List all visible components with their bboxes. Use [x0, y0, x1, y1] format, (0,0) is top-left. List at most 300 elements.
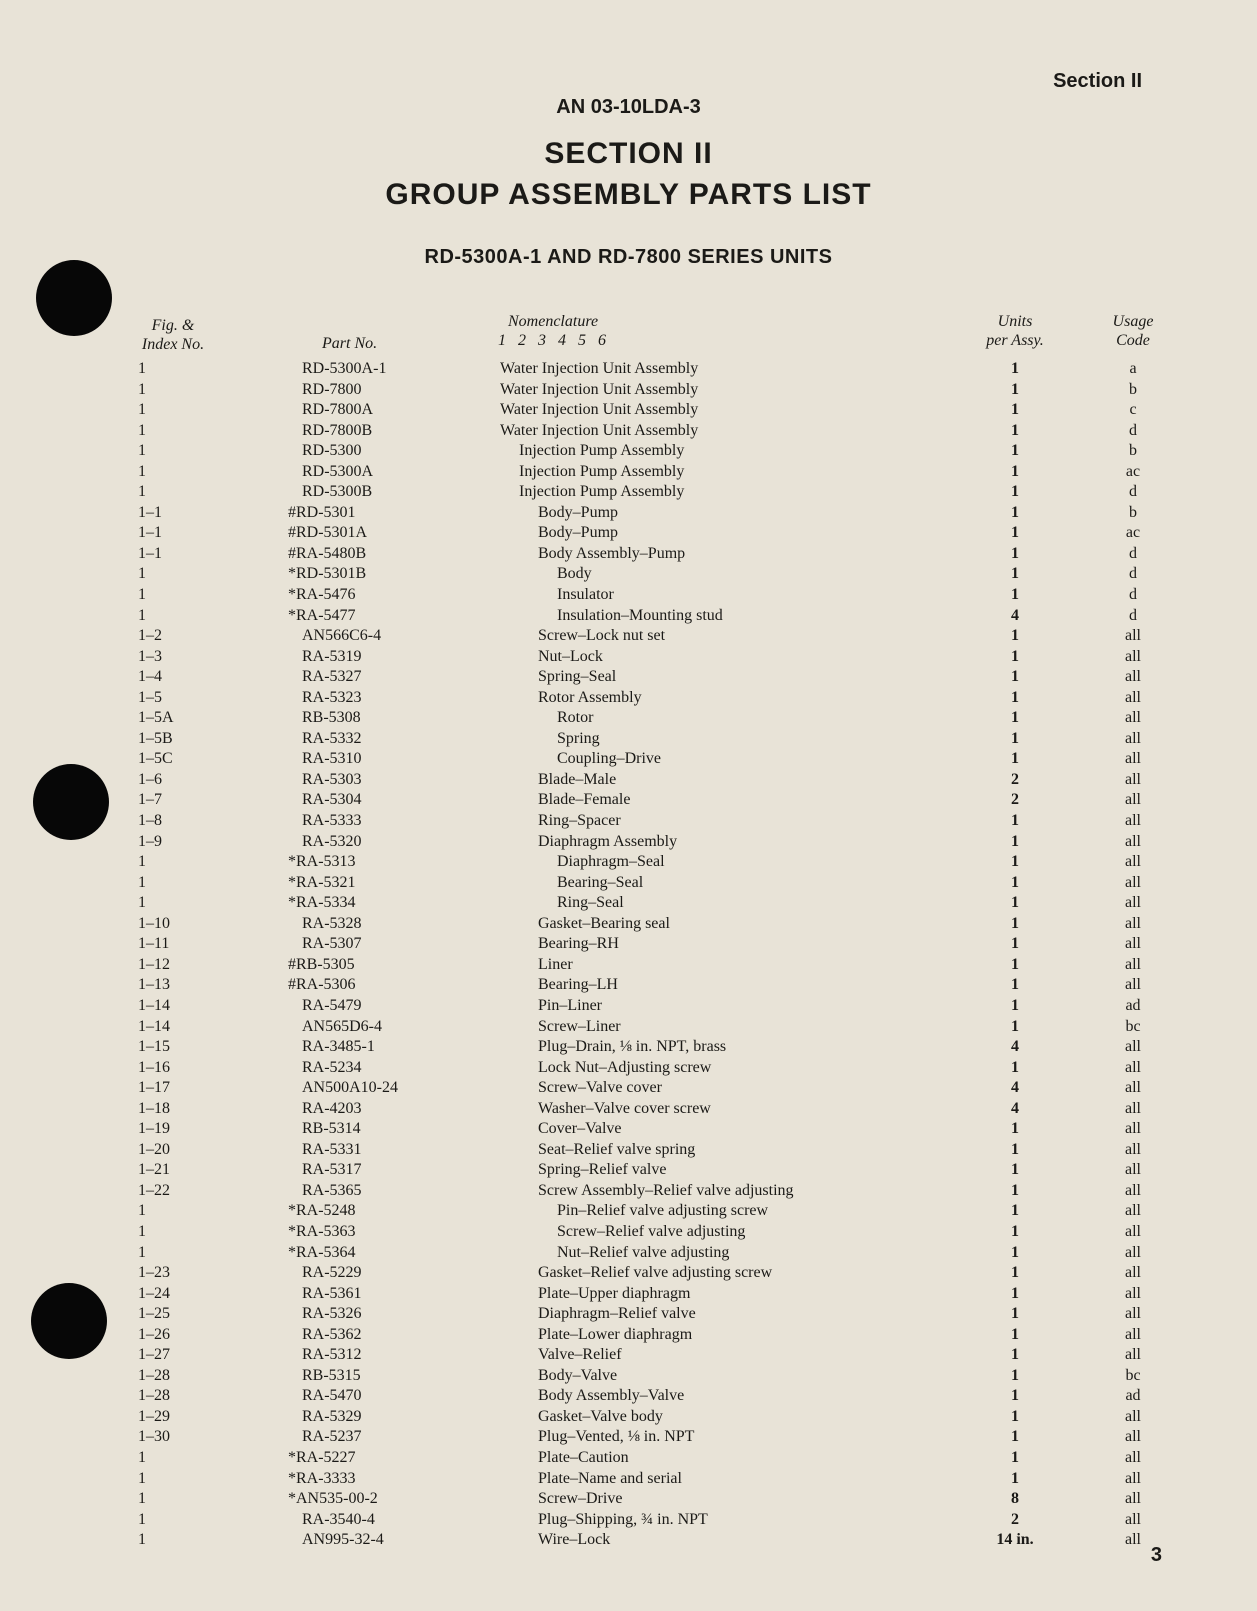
fig-index-cell: 1–22: [138, 1181, 170, 1199]
usage-code-cell: all: [1125, 1181, 1141, 1199]
nomenclature-cell: Plug–Shipping, ¾ in. NPT: [538, 1510, 708, 1528]
usage-code-cell: all: [1125, 1531, 1141, 1549]
part-number-cell: RB-5308: [302, 709, 361, 727]
part-number-cell: AN566C6-4: [302, 627, 382, 645]
units-cell: 1: [1011, 1017, 1019, 1035]
document-id: AN 03-10LDA-3: [556, 96, 701, 118]
part-number-cell: RD-5300A: [302, 462, 374, 480]
units-cell: 1: [1011, 1140, 1019, 1158]
usage-code-cell: all: [1125, 1407, 1141, 1425]
part-number-cell: RA-5328: [302, 914, 362, 932]
fig-index-cell: 1–14: [138, 1017, 170, 1035]
units-cell: 1: [1011, 1058, 1019, 1076]
fig-index-cell: 1–19: [138, 1120, 170, 1138]
fig-index-cell: 1–2: [138, 627, 162, 645]
units-cell: 1: [1011, 1264, 1019, 1282]
part-number-cell: RA-5323: [302, 688, 362, 706]
usage-code-cell: bc: [1125, 1017, 1141, 1035]
table-row: [0, 1448, 1257, 1469]
table-row: [0, 359, 1257, 380]
column-header-nomenclature: Nomenclature 1 2 3 4 5 6: [498, 313, 610, 349]
nomenclature-cell: Pin–Relief valve adjusting screw: [557, 1202, 769, 1220]
fig-index-cell: 1–5A: [138, 709, 174, 727]
units-cell: 1: [1011, 1120, 1019, 1138]
usage-code-cell: ac: [1125, 524, 1141, 542]
units-cell: 1: [1011, 1222, 1019, 1240]
usage-code-cell: b: [1129, 442, 1137, 460]
nomenclature-cell: Injection Pump Assembly: [519, 462, 685, 480]
part-number-cell: #RD-5301A: [288, 524, 368, 542]
usage-code-cell: all: [1125, 1099, 1141, 1117]
part-number-cell: *RA-5364: [288, 1243, 356, 1261]
table-row: [0, 1037, 1257, 1058]
units-cell: 2: [1011, 1510, 1019, 1528]
fig-index-cell: 1: [138, 873, 146, 891]
table-row: [0, 811, 1257, 832]
fig-index-cell: 1–17: [138, 1079, 170, 1097]
part-number-cell: RA-5234: [302, 1058, 362, 1076]
part-number-cell: RA-5303: [302, 770, 362, 788]
units-cell: 1: [1011, 976, 1019, 994]
usage-code-cell: all: [1125, 1428, 1141, 1446]
part-number-cell: RA-5332: [302, 729, 362, 747]
part-number-cell: RD-5300B: [302, 483, 373, 501]
table-row: [0, 544, 1257, 565]
usage-code-cell: all: [1125, 647, 1141, 665]
part-number-cell: RA-5365: [302, 1181, 362, 1199]
usage-code-cell: b: [1129, 503, 1137, 521]
table-row: [0, 1489, 1257, 1510]
table-row: [0, 647, 1257, 668]
table-row: [0, 852, 1257, 873]
table-row: [0, 400, 1257, 421]
fig-index-cell: 1–26: [138, 1325, 170, 1343]
units-cell: 1: [1011, 1428, 1019, 1446]
usage-code-cell: all: [1125, 1161, 1141, 1179]
fig-index-cell: 1–28: [138, 1387, 170, 1405]
part-number-cell: RA-5237: [302, 1428, 362, 1446]
nomenclature-cell: Body Assembly–Valve: [538, 1387, 685, 1405]
fig-index-cell: 1: [138, 606, 146, 624]
part-number-cell: RA-3540-4: [302, 1510, 375, 1528]
usage-code-cell: ad: [1125, 996, 1141, 1014]
table-row: [0, 1201, 1257, 1222]
part-number-cell: RA-5479: [302, 996, 362, 1014]
table-row: [0, 1427, 1257, 1448]
nomenclature-cell: Water Injection Unit Assembly: [500, 421, 699, 439]
fig-index-cell: 1–27: [138, 1346, 170, 1364]
units-cell: 1: [1011, 586, 1019, 604]
section-corner-label: Section II: [1053, 70, 1142, 92]
table-row: [0, 1078, 1257, 1099]
table-row: [0, 749, 1257, 770]
part-number-cell: RD-7800B: [302, 421, 373, 439]
usage-code-cell: ac: [1125, 462, 1141, 480]
fig-index-cell: 1–7: [138, 791, 162, 809]
usage-code-cell: c: [1129, 401, 1137, 419]
fig-index-cell: 1: [138, 483, 146, 501]
nomenclature-cell: Wire–Lock: [538, 1531, 611, 1549]
fig-index-cell: 1–14: [138, 996, 170, 1014]
usage-code-cell: all: [1125, 627, 1141, 645]
nomenclature-cell: Bearing–RH: [538, 935, 619, 953]
units-cell: 1: [1011, 647, 1019, 665]
part-number-cell: RB-5314: [302, 1120, 361, 1138]
part-number-cell: #RB-5305: [288, 955, 355, 973]
part-number-cell: *RA-5476: [288, 586, 356, 604]
usage-code-cell: d: [1129, 421, 1137, 439]
fig-index-cell: 1–24: [138, 1284, 170, 1302]
fig-index-cell: 1–28: [138, 1366, 170, 1384]
part-number-cell: RD-5300A-1: [302, 360, 387, 377]
usage-code-cell: ad: [1125, 1387, 1141, 1405]
nomenclature-cell: Water Injection Unit Assembly: [500, 380, 699, 398]
table-row: [0, 873, 1257, 894]
table-row: [0, 380, 1257, 401]
units-cell: 14 in.: [996, 1531, 1034, 1549]
nomenclature-cell: Bearing–Seal: [557, 873, 644, 891]
part-number-cell: RA-5327: [302, 668, 362, 686]
table-row: [0, 832, 1257, 853]
usage-code-cell: all: [1125, 1243, 1141, 1261]
part-number-cell: #RD-5301: [288, 503, 356, 521]
part-number-cell: AN565D6-4: [302, 1017, 382, 1035]
fig-index-cell: 1: [138, 360, 146, 377]
fig-index-cell: 1–16: [138, 1058, 170, 1076]
page-subtitle: RD-5300A-1 AND RD-7800 SERIES UNITS: [424, 246, 833, 268]
usage-code-cell: all: [1125, 1346, 1141, 1364]
part-number-cell: RA-5361: [302, 1284, 362, 1302]
units-cell: 1: [1011, 1346, 1019, 1364]
fig-index-cell: 1: [138, 894, 146, 912]
part-number-cell: AN995-32-4: [302, 1531, 384, 1549]
units-cell: 1: [1011, 668, 1019, 686]
fig-index-cell: 1–1: [138, 524, 162, 542]
units-cell: 1: [1011, 565, 1019, 583]
usage-code-cell: all: [1125, 832, 1141, 850]
usage-code-cell: d: [1129, 565, 1137, 583]
units-cell: 1: [1011, 750, 1019, 768]
column-header-part-no: Part No.: [322, 335, 378, 352]
part-number-cell: RA-5304: [302, 791, 362, 809]
usage-code-cell: all: [1125, 1284, 1141, 1302]
units-cell: 1: [1011, 873, 1019, 891]
nomenclature-cell: Plug–Vented, ⅛ in. NPT: [538, 1428, 695, 1446]
fig-index-cell: 1: [138, 1243, 146, 1261]
part-number-cell: RA-5307: [302, 935, 362, 953]
units-cell: 1: [1011, 524, 1019, 542]
fig-index-cell: 1–11: [138, 935, 170, 953]
nomenclature-cell: Washer–Valve cover screw: [538, 1099, 711, 1117]
units-cell: 1: [1011, 442, 1019, 460]
usage-code-cell: all: [1125, 1325, 1141, 1343]
units-cell: 1: [1011, 360, 1019, 377]
fig-index-cell: 1–13: [138, 976, 170, 994]
nomenclature-cell: Ring–Spacer: [538, 812, 621, 830]
table-row: [0, 1181, 1257, 1202]
table-row: [0, 914, 1257, 935]
fig-index-cell: 1–12: [138, 955, 170, 973]
usage-code-cell: d: [1129, 483, 1137, 501]
fig-index-cell: 1–20: [138, 1140, 170, 1158]
usage-code-cell: b: [1129, 380, 1137, 398]
units-cell: 1: [1011, 503, 1019, 521]
nomenclature-cell: Rotor Assembly: [538, 688, 642, 706]
table-row: [0, 1243, 1257, 1264]
nomenclature-cell: Gasket–Valve body: [538, 1407, 663, 1425]
units-cell: 1: [1011, 1407, 1019, 1425]
part-number-cell: RA-3485-1: [302, 1038, 375, 1056]
nomenclature-cell: Water Injection Unit Assembly: [500, 401, 699, 419]
nomenclature-cell: Nut–Relief valve adjusting: [557, 1243, 730, 1261]
nomenclature-cell: Screw–Relief valve adjusting: [557, 1222, 746, 1240]
nomenclature-cell: Screw Assembly–Relief valve adjusting: [538, 1181, 794, 1199]
units-cell: 1: [1011, 421, 1019, 439]
table-row: [0, 667, 1257, 688]
part-number-cell: *RD-5301B: [288, 565, 367, 583]
fig-index-cell: 1: [138, 1469, 146, 1487]
usage-code-cell: all: [1125, 894, 1141, 912]
usage-code-cell: all: [1125, 812, 1141, 830]
units-cell: 1: [1011, 401, 1019, 419]
units-cell: 2: [1011, 770, 1019, 788]
part-number-cell: RA-5326: [302, 1305, 362, 1323]
table-row: [0, 421, 1257, 442]
part-number-cell: AN500A10-24: [302, 1079, 398, 1097]
part-number-cell: RD-5300: [302, 442, 362, 460]
usage-code-cell: all: [1125, 668, 1141, 686]
nomenclature-cell: Injection Pump Assembly: [519, 483, 685, 501]
usage-code-cell: all: [1125, 976, 1141, 994]
usage-code-cell: d: [1129, 586, 1137, 604]
units-cell: 1: [1011, 1181, 1019, 1199]
table-row: [0, 1222, 1257, 1243]
part-number-cell: RA-5329: [302, 1407, 362, 1425]
units-cell: 4: [1011, 606, 1019, 624]
fig-index-cell: 1–9: [138, 832, 162, 850]
units-cell: 4: [1011, 1079, 1019, 1097]
units-cell: 1: [1011, 894, 1019, 912]
table-row: [0, 1284, 1257, 1305]
part-number-cell: RA-5320: [302, 832, 362, 850]
nomenclature-cell: Blade–Female: [538, 791, 631, 809]
table-row: [0, 1140, 1257, 1161]
units-cell: 1: [1011, 1305, 1019, 1323]
units-cell: 1: [1011, 1284, 1019, 1302]
table-row: [0, 790, 1257, 811]
nomenclature-cell: Screw–Valve cover: [538, 1079, 662, 1097]
part-number-cell: *RA-3333: [288, 1469, 356, 1487]
usage-code-cell: d: [1129, 544, 1137, 562]
units-cell: 1: [1011, 688, 1019, 706]
nomenclature-cell: Plug–Drain, ⅛ in. NPT, brass: [538, 1038, 727, 1056]
nomenclature-cell: Lock Nut–Adjusting screw: [538, 1058, 712, 1076]
table-row: [0, 1058, 1257, 1079]
fig-index-cell: 1–21: [138, 1161, 170, 1179]
fig-index-cell: 1–3: [138, 647, 162, 665]
part-number-cell: RA-5362: [302, 1325, 362, 1343]
nomenclature-cell: Body: [557, 565, 592, 583]
fig-index-cell: 1: [138, 565, 146, 583]
nomenclature-cell: Diaphragm–Relief valve: [538, 1305, 696, 1323]
usage-code-cell: all: [1125, 1079, 1141, 1097]
page-number: 3: [1150, 1544, 1162, 1566]
nomenclature-cell: Body–Valve: [538, 1366, 618, 1384]
nomenclature-cell: Pin–Liner: [538, 996, 602, 1014]
table-row: [0, 893, 1257, 914]
nomenclature-cell: Diaphragm Assembly: [538, 832, 678, 850]
usage-code-cell: all: [1125, 1038, 1141, 1056]
usage-code-cell: all: [1125, 914, 1141, 932]
nomenclature-cell: Nut–Lock: [538, 647, 603, 665]
part-number-cell: RD-7800: [302, 380, 362, 398]
fig-index-cell: 1–30: [138, 1428, 170, 1446]
parts-table: [0, 359, 1257, 1551]
usage-code-cell: all: [1125, 1448, 1141, 1466]
table-row: [0, 606, 1257, 627]
binder-hole: [36, 260, 112, 336]
fig-index-cell: 1: [138, 401, 146, 419]
units-cell: 1: [1011, 853, 1019, 871]
usage-code-cell: all: [1125, 1264, 1141, 1282]
usage-code-cell: all: [1125, 791, 1141, 809]
table-row: [0, 1017, 1257, 1038]
usage-code-cell: all: [1125, 1202, 1141, 1220]
nomenclature-cell: Screw–Liner: [538, 1017, 621, 1035]
part-number-cell: *RA-5248: [288, 1202, 356, 1220]
usage-code-cell: all: [1125, 873, 1141, 891]
part-number-cell: RA-5312: [302, 1346, 362, 1364]
table-row: [0, 688, 1257, 709]
fig-index-cell: 1: [138, 586, 146, 604]
fig-index-cell: 1: [138, 853, 146, 871]
units-cell: 1: [1011, 483, 1019, 501]
part-number-cell: RA-5331: [302, 1140, 362, 1158]
part-number-cell: RD-7800A: [302, 401, 374, 419]
fig-index-cell: 1–23: [138, 1264, 170, 1282]
fig-index-cell: 1: [138, 1202, 146, 1220]
table-row: [0, 585, 1257, 606]
fig-index-cell: 1: [138, 442, 146, 460]
table-row: [0, 1510, 1257, 1531]
part-number-cell: RA-5470: [302, 1387, 362, 1405]
units-cell: 1: [1011, 996, 1019, 1014]
nomenclature-cell: Blade–Male: [538, 770, 617, 788]
units-cell: 1: [1011, 462, 1019, 480]
nomenclature-cell: Gasket–Relief valve adjusting screw: [538, 1264, 773, 1282]
table-row: [0, 1119, 1257, 1140]
usage-code-cell: all: [1125, 709, 1141, 727]
units-cell: 1: [1011, 544, 1019, 562]
usage-code-cell: all: [1125, 1469, 1141, 1487]
fig-index-cell: 1: [138, 1448, 146, 1466]
fig-index-cell: 1–10: [138, 914, 170, 932]
table-row: [0, 770, 1257, 791]
usage-code-cell: all: [1125, 1510, 1141, 1528]
table-row: [0, 1263, 1257, 1284]
table-row: [0, 955, 1257, 976]
section-title: SECTION II: [544, 137, 713, 170]
usage-code-cell: a: [1129, 360, 1137, 377]
nomenclature-cell: Plate–Lower diaphragm: [538, 1325, 693, 1343]
fig-index-cell: 1: [138, 462, 146, 480]
part-number-cell: RA-5310: [302, 750, 362, 768]
units-cell: 1: [1011, 1243, 1019, 1261]
nomenclature-cell: Body–Pump: [538, 503, 619, 521]
units-cell: 1: [1011, 955, 1019, 973]
nomenclature-cell: Body–Pump: [538, 524, 619, 542]
part-number-cell: *RA-5334: [288, 894, 356, 912]
units-cell: 1: [1011, 1161, 1019, 1179]
nomenclature-cell: Spring: [557, 729, 600, 747]
nomenclature-cell: Injection Pump Assembly: [519, 442, 685, 460]
units-cell: 1: [1011, 812, 1019, 830]
table-row: [0, 1304, 1257, 1325]
usage-code-cell: all: [1125, 750, 1141, 768]
table-row: [0, 1325, 1257, 1346]
nomenclature-cell: Seat–Relief valve spring: [538, 1140, 696, 1158]
units-cell: 1: [1011, 1448, 1019, 1466]
units-cell: 1: [1011, 1202, 1019, 1220]
table-row: [0, 1469, 1257, 1490]
usage-code-cell: d: [1129, 606, 1137, 624]
units-cell: 4: [1011, 1099, 1019, 1117]
units-cell: 1: [1011, 380, 1019, 398]
usage-code-cell: all: [1125, 770, 1141, 788]
nomenclature-cell: Rotor: [557, 709, 594, 727]
part-number-cell: *AN535-00-2: [288, 1490, 378, 1508]
table-row: [0, 564, 1257, 585]
usage-code-cell: all: [1125, 1305, 1141, 1323]
nomenclature-cell: Bearing–LH: [538, 976, 618, 994]
table-row: [0, 626, 1257, 647]
fig-index-cell: 1: [138, 380, 146, 398]
units-cell: 1: [1011, 709, 1019, 727]
fig-index-cell: 1: [138, 1510, 146, 1528]
fig-index-cell: 1: [138, 1222, 146, 1240]
units-cell: 1: [1011, 627, 1019, 645]
usage-code-cell: all: [1125, 1140, 1141, 1158]
table-row: [0, 441, 1257, 462]
nomenclature-cell: Screw–Lock nut set: [538, 627, 666, 645]
table-row: [0, 1530, 1257, 1551]
nomenclature-cell: Valve–Relief: [538, 1346, 622, 1364]
usage-code-cell: all: [1125, 1222, 1141, 1240]
fig-index-cell: 1: [138, 421, 146, 439]
table-row: [0, 729, 1257, 750]
nomenclature-cell: Cover–Valve: [538, 1120, 622, 1138]
fig-index-cell: 1–1: [138, 503, 162, 521]
nomenclature-cell: Plate–Name and serial: [538, 1469, 682, 1487]
part-number-cell: RA-4203: [302, 1099, 362, 1117]
nomenclature-cell: Ring–Seal: [557, 894, 624, 912]
usage-code-cell: all: [1125, 729, 1141, 747]
units-cell: 1: [1011, 832, 1019, 850]
table-row: [0, 523, 1257, 544]
fig-index-cell: 1–5B: [138, 729, 173, 747]
table-row: [0, 1366, 1257, 1387]
table-row: [0, 503, 1257, 524]
units-cell: 1: [1011, 914, 1019, 932]
usage-code-cell: bc: [1125, 1366, 1141, 1384]
part-number-cell: *RA-5477: [288, 606, 356, 624]
nomenclature-cell: Spring–Relief valve: [538, 1161, 667, 1179]
table-row: [0, 996, 1257, 1017]
fig-index-cell: 1–4: [138, 668, 162, 686]
fig-index-cell: 1–8: [138, 812, 162, 830]
units-cell: 1: [1011, 935, 1019, 953]
page-title: GROUP ASSEMBLY PARTS LIST: [385, 178, 872, 211]
